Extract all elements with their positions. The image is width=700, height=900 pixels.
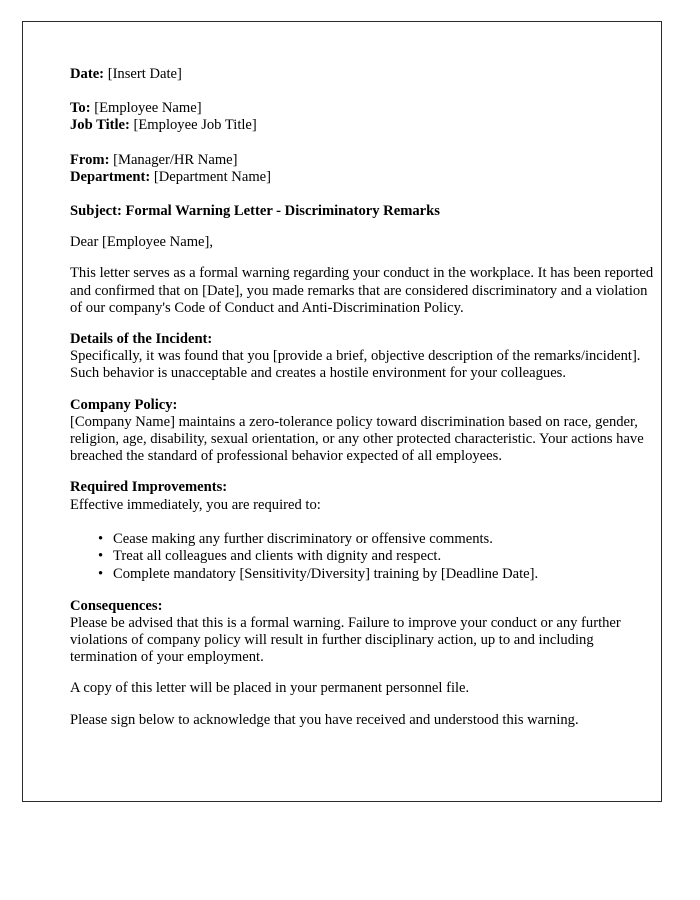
spacer <box>70 698 656 712</box>
date-value: [Insert Date] <box>107 66 182 82</box>
from-line <box>70 152 656 169</box>
salutation: Dear [Employee Name], <box>70 234 214 251</box>
spacer <box>70 514 656 531</box>
spacer <box>70 220 656 234</box>
from-label: From: <box>70 151 110 168</box>
section-heading-company-policy: Company Policy: <box>70 396 178 413</box>
spacer <box>70 465 656 479</box>
bullet-icon: • <box>98 548 104 565</box>
section-heading-details: Details of the Incident: <box>70 331 213 348</box>
to-label: To: <box>70 100 91 117</box>
section-body-details: Specifically, it was found that you [provide a brief, objective description of the remarks/incident]. Such behavior is unacceptable and creates a hostile environment for your colleagues. <box>70 348 641 382</box>
department-value: [Department Name] <box>153 168 272 185</box>
spacer <box>70 383 656 397</box>
spacer <box>70 251 656 265</box>
letter-body <box>70 66 656 729</box>
section-body-company-policy: [Company Name] maintains a zero-tolerance policy toward discrimination based on race, gender, religion, age, disability, sexual orientation, or any other protected characteristic. Your actions have breached the standard of professional behavior expected of all employees. <box>70 413 644 465</box>
spacer <box>70 317 656 331</box>
spacer <box>70 584 656 598</box>
to-line <box>70 100 656 117</box>
bullet-icon: • <box>98 530 104 547</box>
list-item <box>70 548 656 566</box>
from-value: [Manager/HR Name] <box>113 151 238 168</box>
department-label: Department: <box>70 168 151 185</box>
closing-paragraph-signature-request: Please sign below to acknowledge that you have received and understood this warning. <box>70 711 579 728</box>
intro-paragraph: This letter serves as a formal warning regarding your conduct in the workplace. It has been reported and confirmed that on [Date], you made remarks that are considered discriminatory and a violation of our company's Code of Conduct and Anti-Discrimination Policy. <box>70 265 654 316</box>
spacer <box>70 83 656 100</box>
section-heading-required-improvements: Required Improvements: <box>70 479 228 496</box>
subject-line: Subject: Formal Warning Letter - Discriminatory Remarks <box>70 203 440 220</box>
bullet-icon: • <box>98 566 104 583</box>
department-line <box>70 169 656 186</box>
date-line <box>70 66 656 83</box>
list-item-label: Complete mandatory [Sensitivity/Diversity] training by [Deadline Date]. <box>113 566 539 583</box>
list-item <box>70 531 656 549</box>
spacer <box>70 666 656 680</box>
job-title-line <box>70 117 656 134</box>
section-body-required-improvements: Effective immediately, you are required to: <box>70 496 321 513</box>
closing-paragraph-file-copy: A copy of this letter will be placed in your permanent personnel file. <box>70 680 470 697</box>
list-item-label: Cease making any further discriminatory or offensive comments. <box>113 530 493 547</box>
to-value: [Employee Name] <box>94 100 202 117</box>
section-body-consequences: Please be advised that this is a formal warning. Failure to improve your conduct or any further violations of company policy will result in further disciplinary action, up to and including termination of your employment. <box>70 614 621 666</box>
list-item <box>70 566 656 584</box>
job-title-label: Job Title: <box>70 117 130 134</box>
spacer <box>70 186 656 203</box>
section-heading-consequences: Consequences: <box>70 597 163 614</box>
date-label: Date: <box>70 66 105 82</box>
job-title-value: [Employee Job Title] <box>133 117 257 134</box>
list-item-label: Treat all colleagues and clients with dignity and respect. <box>113 548 442 565</box>
requirements-bullet-list <box>70 531 656 584</box>
spacer <box>70 135 656 152</box>
page-frame <box>22 21 662 802</box>
